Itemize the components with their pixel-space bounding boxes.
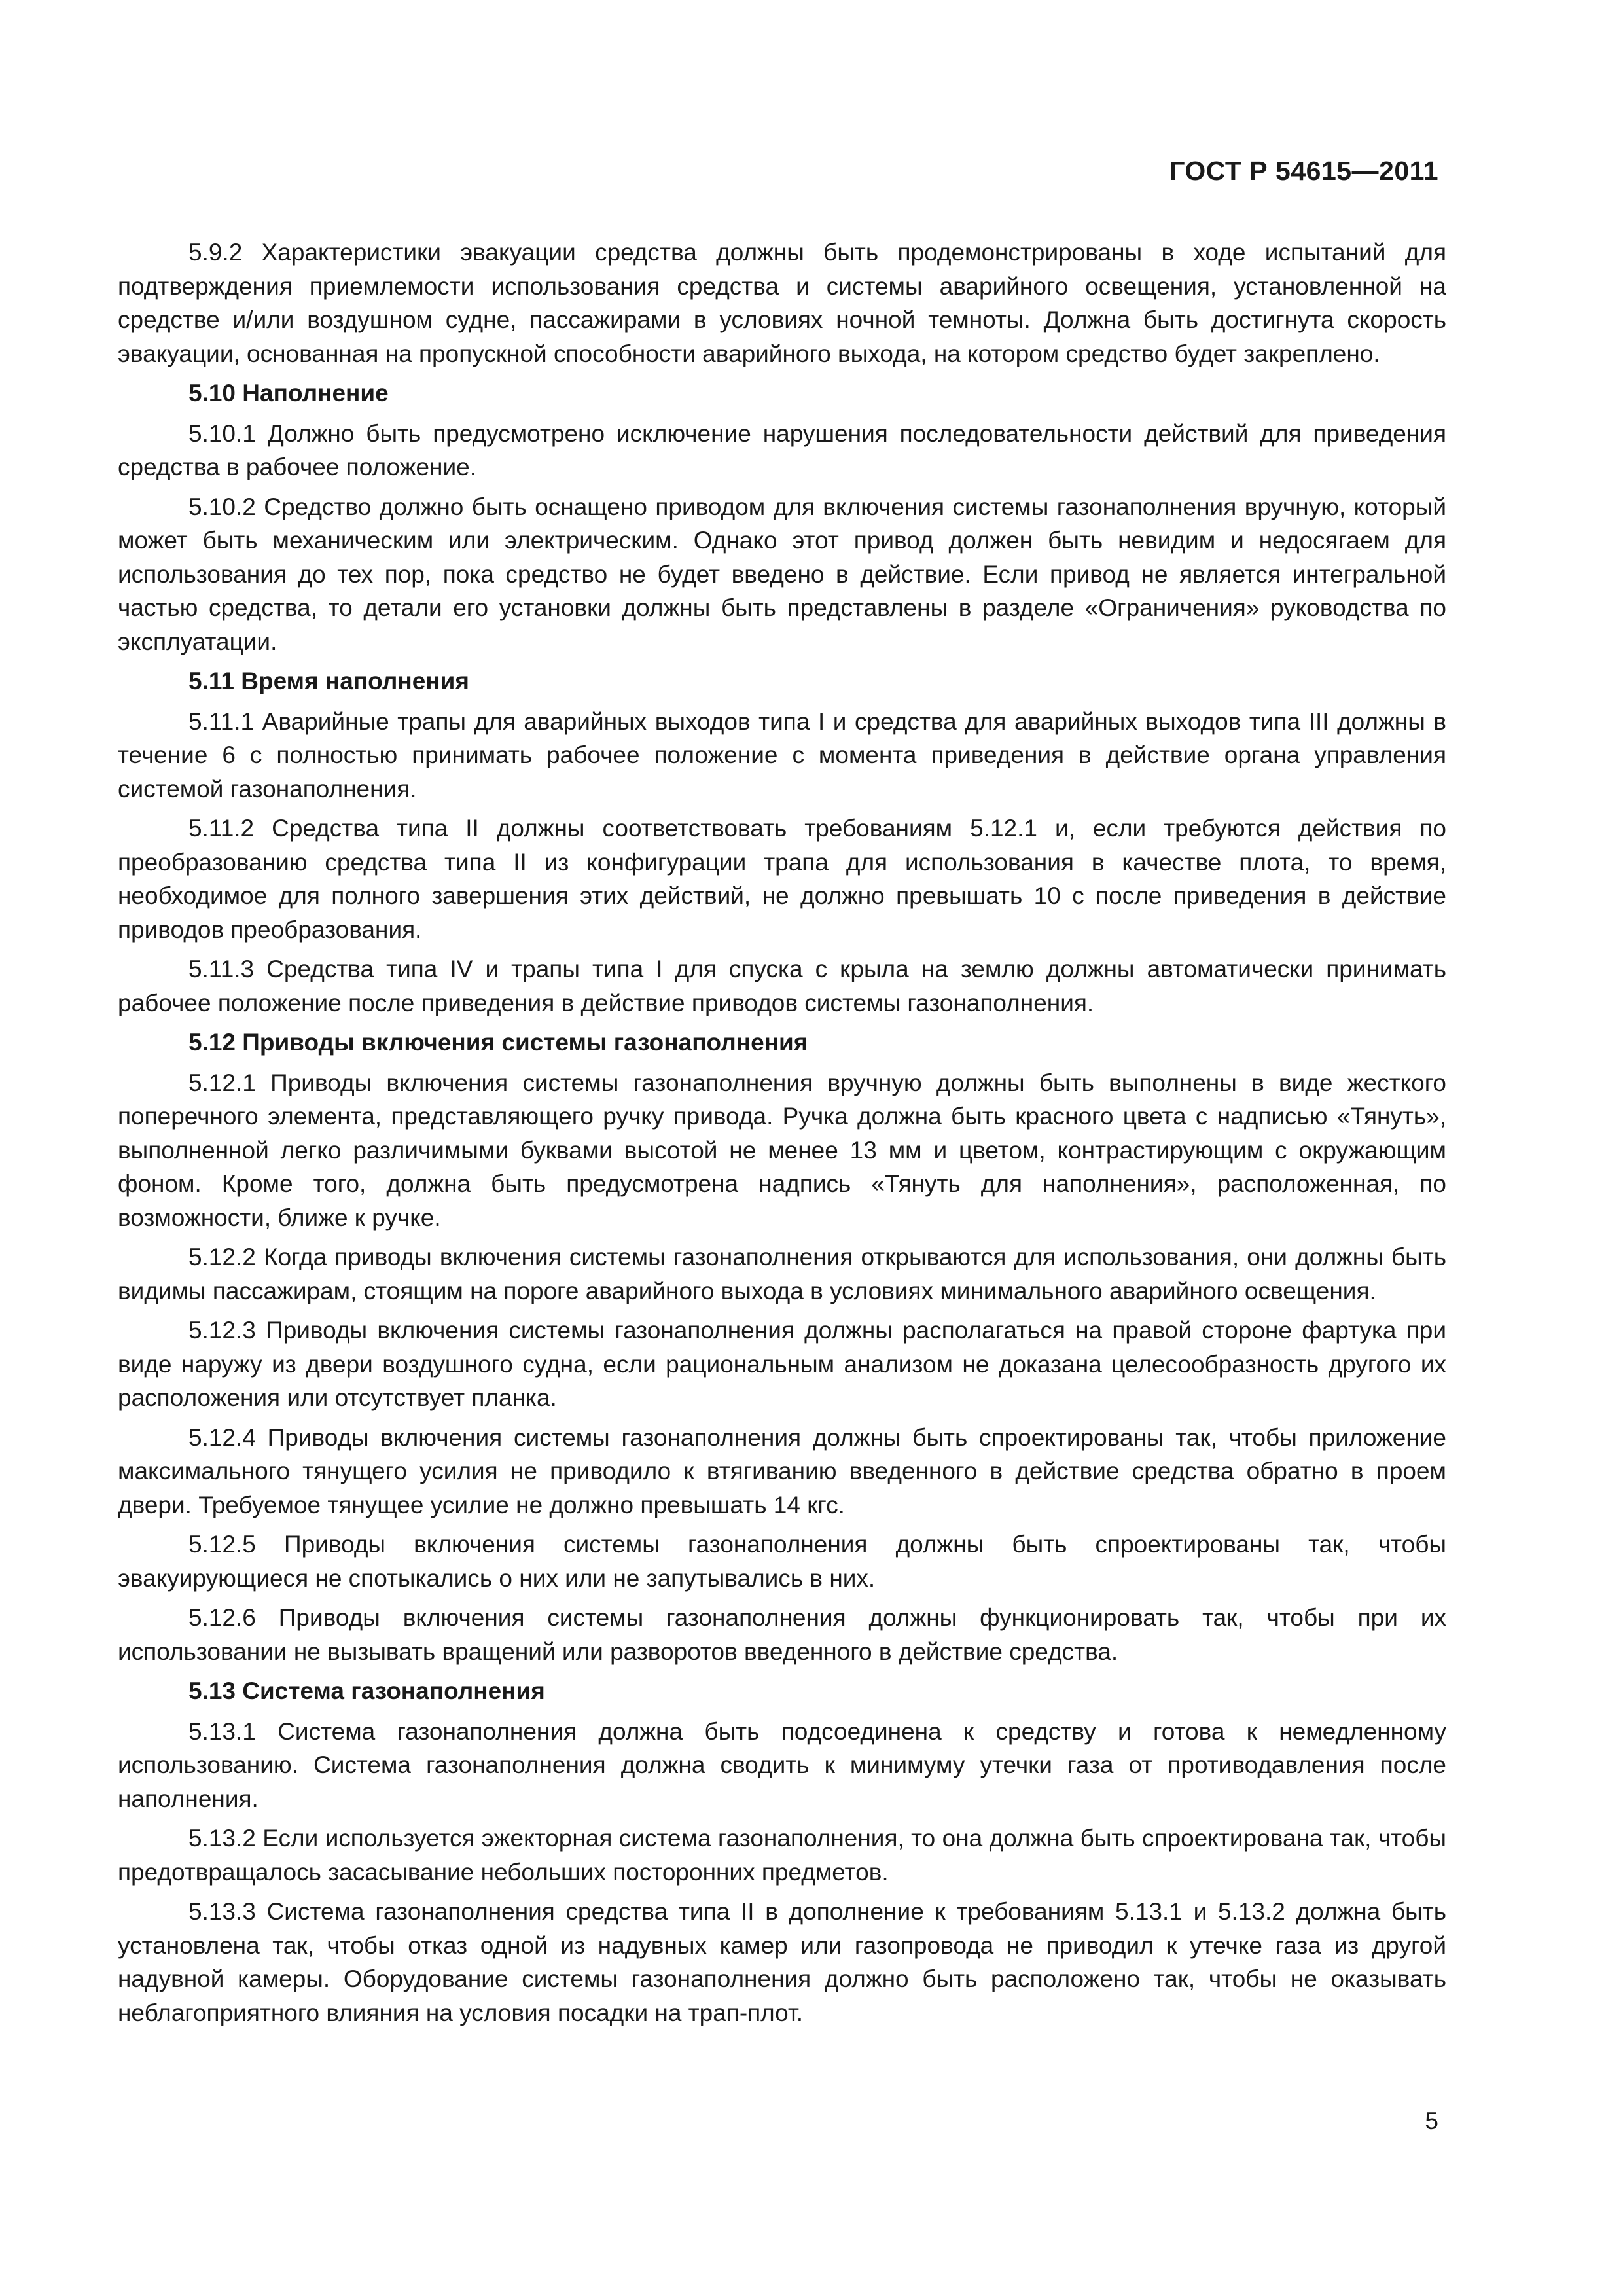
section-heading-5-12: 5.12 Приводы включения системы газонаполнения [188, 1029, 808, 1056]
section-heading-5-11: 5.11 Время наполнения [188, 668, 469, 694]
paragraph-5-12-6: 5.12.6 Приводы включения системы газонаполнения должны функционировать так, чтобы при их использовании не вызывать вращений или разворотов введенного в действие средства. [118, 1604, 1446, 1665]
document-id-header: ГОСТ Р 54615—2011 [1169, 156, 1438, 186]
paragraph-5-12-1: 5.12.1 Приводы включения системы газонаполнения вручную должны быть выполнены в виде жесткого поперечного элемента, представляющего ручку привода. Ручка должна быть красного цвета с надписью «Тянуть», выполненной легко различимыми буквами высотой не менее 13 мм и цветом, контрастирующим с окружающим фоном. Кроме того, должна быть предусмотрена надпись «Тянуть для наполнения», расположенная, по возможности, ближе к ручке. [118, 1069, 1446, 1231]
document-body [118, 236, 1446, 2036]
paragraph-5-12-2: 5.12.2 Когда приводы включения системы газонаполнения открываются для использования, они должны быть видимы пассажирам, стоящим на пороге аварийного выхода в условиях минимального аварийного освещения. [118, 1244, 1446, 1304]
paragraph-5-13-2: 5.13.2 Если используется эжекторная система газонаполнения, то она должна быть спроектирована так, чтобы предотвращалось засасывание небольших посторонних предметов. [118, 1825, 1446, 1886]
section-heading-5-13: 5.13 Система газонаполнения [188, 1677, 545, 1704]
paragraph-5-13-3: 5.13.3 Система газонаполнения средства типа II в дополнение к требованиям 5.13.1 и 5.13.2 должна быть установлена так, чтобы отказ одной из надувных камер или газопровода не приводил к утечке газа из другой надувной камеры. Оборудование системы газонаполнения должно быть расположено так, чтобы не оказывать неблагоприятного влияния на условия посадки на трап-плот. [118, 1898, 1446, 2026]
paragraph-5-12-3: 5.12.3 Приводы включения системы газонаполнения должны располагаться на правой стороне фартука при виде наружу из двери воздушного судна, если рациональным анализом не доказана целесообразность другого их расположения или отсутствует планка. [118, 1317, 1446, 1411]
paragraph-5-11-1: 5.11.1 Аварийные трапы для аварийных выходов типа I и средства для аварийных выходов типа III должны в течение 6 с полностью принимать рабочее положение с момента приведения в действие органа управления системой газонаполнения. [118, 708, 1446, 802]
paragraph-5-11-3: 5.11.3 Средства типа IV и трапы типа I для спуска с крыла на землю должны автоматически принимать рабочее положение после приведения в действие приводов системы газонаполнения. [118, 956, 1446, 1016]
page-number: 5 [1425, 2108, 1438, 2134]
paragraph-5-9-2: 5.9.2 Характеристики эвакуации средства должны быть продемонстрированы в ходе испытаний для подтверждения приемлемости использования средства и системы аварийного освещения, установленной на средстве и/или воздушном судне, пассажирами в условиях ночной темноты. Должна быть достигнута скорость эвакуации, основанная на пропускной способности аварийного выхода, на котором средство будет закреплено. [118, 239, 1446, 367]
paragraph-5-13-1: 5.13.1 Система газонаполнения должна быть подсоединена к средству и готова к немедленному использованию. Система газонаполнения должна сводить к минимуму утечки газа от противодавления после наполнения. [118, 1717, 1446, 1812]
paragraph-5-12-5: 5.12.5 Приводы включения системы газонаполнения должны быть спроектированы так, чтобы эвакуирующиеся не спотыкались о них или не запутывались в них. [118, 1531, 1446, 1592]
paragraph-5-12-4: 5.12.4 Приводы включения системы газонаполнения должны быть спроектированы так, чтобы приложение максимального тянущего усилия не приводило к втягиванию введенного в действие средства обратно в проем двери. Требуемое тянущее усилие не должно превышать 14 кгс. [118, 1424, 1446, 1518]
paragraph-5-10-2: 5.10.2 Средство должно быть оснащено приводом для включения системы газонаполнения вручную, который может быть механическим или электрическим. Однако этот привод должен быть невидим и недосягаем для использования до тех пор, пока средство не будет введено в действие. Если привод не является интегральной частью средства, то детали его установки должны быть представлены в разделе «Ограничения» руководства по эксплуатации. [118, 493, 1446, 655]
paragraph-5-11-2: 5.11.2 Средства типа II должны соответствовать требованиям 5.12.1 и, если требуются действия по преобразованию средства типа II из конфигурации трапа для использования в качестве плота, то время, необходимое для полного завершения этих действий, не должно превышать 10 с после приведения в действие приводов преобразования. [118, 815, 1446, 943]
paragraph-5-10-1: 5.10.1 Должно быть предусмотрено исключение нарушения последовательности действий для приведения средства в рабочее положение. [118, 420, 1446, 480]
section-heading-5-10: 5.10 Наполнение [188, 380, 389, 406]
